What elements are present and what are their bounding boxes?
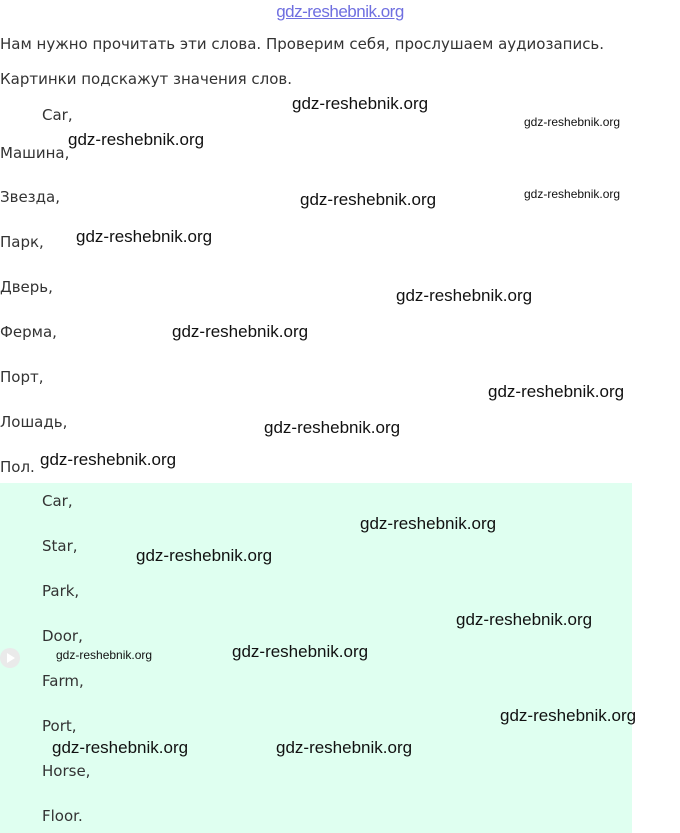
watermark: gdz-reshebnik.org bbox=[52, 738, 189, 757]
watermark: gdz-reshebnik.org bbox=[524, 187, 621, 201]
answer-word: Farm, bbox=[42, 672, 84, 690]
answer-word: Car, bbox=[42, 492, 73, 510]
watermark: gdz-reshebnik.org bbox=[136, 546, 273, 565]
answer-word: Floor. bbox=[42, 807, 83, 825]
watermark: gdz-reshebnik.org bbox=[56, 648, 153, 662]
watermark: gdz-reshebnik.org bbox=[300, 190, 437, 209]
list-item: Пол. bbox=[0, 458, 35, 476]
watermark: gdz-reshebnik.org bbox=[172, 322, 309, 341]
watermark: gdz-reshebnik.org bbox=[456, 610, 593, 629]
intro-line-2: Картинки подскажут значения слов. bbox=[0, 70, 293, 88]
watermark: gdz-reshebnik.org bbox=[488, 382, 625, 401]
answer-word: Park, bbox=[42, 582, 80, 600]
list-item: Дверь, bbox=[0, 278, 53, 296]
answer-word: Door, bbox=[42, 627, 83, 645]
watermark: gdz-reshebnik.org bbox=[276, 738, 413, 757]
list-item: Ферма, bbox=[0, 323, 57, 341]
play-icon bbox=[7, 653, 15, 663]
list-item: Парк, bbox=[0, 233, 44, 251]
list-item: Звезда, bbox=[0, 188, 60, 206]
list-header-word: Car, bbox=[42, 106, 73, 124]
watermark: gdz-reshebnik.org bbox=[40, 450, 177, 469]
site-watermark-link[interactable]: gdz-reshebnik.org bbox=[276, 2, 404, 21]
answer-word: Horse, bbox=[42, 762, 91, 780]
audio-play-button[interactable] bbox=[0, 648, 20, 668]
watermark: gdz-reshebnik.org bbox=[68, 130, 205, 149]
watermark: gdz-reshebnik.org bbox=[360, 514, 497, 533]
watermark: gdz-reshebnik.org bbox=[524, 115, 621, 129]
watermark: gdz-reshebnik.org bbox=[264, 418, 401, 437]
answer-word: Port, bbox=[42, 717, 77, 735]
watermark: gdz-reshebnik.org bbox=[292, 94, 429, 113]
list-item: Лошадь, bbox=[0, 413, 68, 431]
watermark: gdz-reshebnik.org bbox=[76, 227, 213, 246]
list-item: Порт, bbox=[0, 368, 44, 386]
watermark: gdz-reshebnik.org bbox=[232, 642, 369, 661]
list-item: Машина, bbox=[0, 144, 70, 162]
answer-word: Star, bbox=[42, 537, 78, 555]
intro-line-1: Нам нужно прочитать эти слова. Проверим себя, прослушаем аудиозапись. bbox=[0, 35, 605, 53]
watermark: gdz-reshebnik.org bbox=[500, 706, 637, 725]
watermark: gdz-reshebnik.org bbox=[396, 286, 533, 305]
